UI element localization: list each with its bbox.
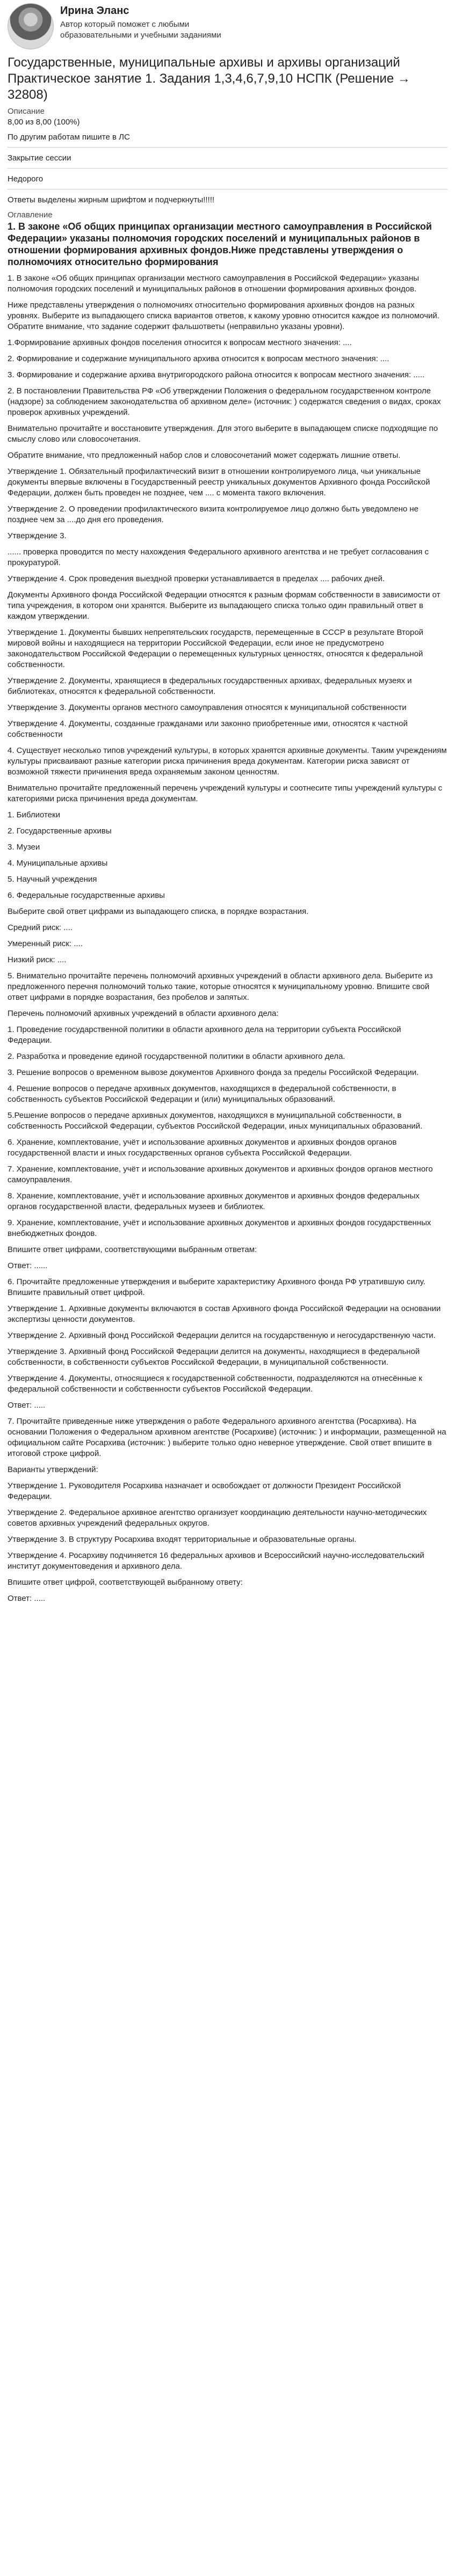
paragraph: 5. Научный учреждения xyxy=(8,875,97,884)
paragraph: 2. Формирование и содержание муниципального архива относится к вопросам местного значения: .... xyxy=(8,354,389,363)
session-closed-text: Закрытие сессии xyxy=(8,153,71,163)
paragraph: 3. Музеи xyxy=(8,843,40,852)
paragraph: 3. Решение вопросов о временном вывозе документов Архивного фонда за пределы Российской Федерации. xyxy=(8,1068,419,1077)
paragraph: 5.Решение вопросов о передаче архивных документов, находящихся в муниципальной собственности, в собственность Российской Федерации, субъектов Российской Федерации, иных муниципальных образований. xyxy=(8,1111,423,1131)
paragraph: Внимательно прочитайте и восстановите утверждения. Для этого выберите в выпадающем списке подходящие по смыслу слово или словосочетания. xyxy=(8,424,438,444)
paragraph: 4. Муниципальные архивы xyxy=(8,859,108,868)
paragraph: 1. Библиотеки xyxy=(8,810,60,819)
author-description: Автор который поможет с любыми образовательными и учебными заданиями xyxy=(60,20,221,40)
divider xyxy=(8,168,447,169)
paragraph: Утверждение 2. Федеральное архивное агентство организует координацию деятельности научно-методических советов архивных учреждений федеральных округов. xyxy=(8,1508,427,1528)
paragraph: Низкий риск: .... xyxy=(8,955,67,964)
answers-note: Ответы выделены жирным шрифтом и подчеркнуты!!!!! xyxy=(8,195,215,204)
paragraph: Утверждение 1. Документы бывших непрепятельских государств, перемещенные в СССР в результате Второй мировой войны и находящиеся на территории Российской Федерации, если иное не предусмотрено законодательством Российской Федерации о перемещенных культурных ценностях, относятся к федеральной собственности. xyxy=(8,628,424,669)
paragraph: 6. Хранение, комплектование, учёт и использование архивных документов и архивных фондов органов государственной власти и иных государственных органов субъекта Российской Федерации. xyxy=(8,1138,397,1158)
paragraph: Варианты утверждений: xyxy=(8,1465,98,1474)
paragraph: Утверждение 3. В структуру Росархива входят территориальные и образовательные органы. xyxy=(8,1535,357,1544)
paragraph: Утверждение 2. Документы, хранящиеся в федеральных государственных архивах, федеральных музеях и библиотеках, относятся к федеральной собственности. xyxy=(8,676,412,696)
paragraph: 7. Прочитайте приведенные ниже утверждения о работе Федерального архивного агентства (Росархива). На основании Положения о Федеральном архивном агентстве (Росархиве) (источник: ) и информации, размещенной на официальном сайте Росархива (источник: ) выберите только одно неверное утверждение. Свой ответ впишите в итоговой строке цифрой. xyxy=(8,1417,446,1458)
paragraph: Утверждение 4. Документы, созданные гражданами или законно приобретенные ими, относятся к частной собственности xyxy=(8,719,408,739)
page-title: Государственные, муниципальные архивы и архивы организаций Практическое занятие 1. Задания 1,3,4,6,7,9,10 НСПК (Решение → 32808) xyxy=(8,55,410,102)
description-label: Описание xyxy=(8,107,45,116)
paragraph: Ответ: ...... xyxy=(8,1261,48,1270)
paragraph: 5. Внимательно прочитайте перечень полномочий архивных учреждений в области архивного дела. Выберите из предложенного перечня полномочий только такие, которые относятся к муниципальному уровню. Впишите свой ответ цифрами в порядке возрастания, без пробелов и запятых. xyxy=(8,971,433,1002)
paragraph: 4. Решение вопросов о передаче архивных документов, находящихся в федеральной собственности, в собственность субъектов Российской Федерации и (или) муниципальных образований. xyxy=(8,1084,396,1104)
rating-text: Недорого xyxy=(8,174,44,184)
paragraph: Утверждение 1. Руководителя Росархива назначает и освобождает от должности Президент Российской Федерации. xyxy=(8,1481,401,1501)
paragraph: Утверждение 4. Срок проведения выездной проверки устанавливается в пределах .... рабочих дней. xyxy=(8,574,385,583)
paragraph: 2. Разработка и проведение единой государственной политики в области архивного дела. xyxy=(8,1052,345,1061)
paragraph: Впишите ответ цифрой, соответствующей выбранному ответу: xyxy=(8,1578,243,1587)
paragraph: Документы Архивного фонда Российской Федерации относятся к разным формам собственности в зависимости от типа учреждения, в котором они хранятся. Выберите из выпадающего списка только один правильный ответ в каждом утверждении. xyxy=(8,590,440,621)
paragraph: Утверждение 2. О проведении профилактического визита контролируемое лицо должно быть уведомлено не позднее чем за ....до дня его проведения. xyxy=(8,504,419,524)
paragraph: Средний риск: .... xyxy=(8,923,73,932)
paragraph: Утверждение 3. Архивный фонд Российской Федерации делится на документы, находящиеся в федеральной собственности, в собственности субъектов Российской Федерации, в муниципальной собственности. xyxy=(8,1347,420,1367)
author-name[interactable]: Ирина Эланс xyxy=(60,5,129,17)
toc-label: Оглавление xyxy=(8,210,53,219)
paragraph: 6. Прочитайте предложенные утверждения и выберите характеристику Архивного фонда РФ утратившую силу. Впишите правильный ответ цифрой. xyxy=(8,1277,425,1297)
author-info xyxy=(60,3,254,41)
divider xyxy=(8,147,447,148)
paragraph: 2. Государственные архивы xyxy=(8,826,112,836)
price-text: 8,00 из 8,00 (100%) xyxy=(8,118,80,127)
paragraph: 1. Проведение государственной политики в области архивного дела на территории субъекта Российской Федерации. xyxy=(8,1025,401,1045)
paragraph: 8. Хранение, комплектование, учёт и использование архивных документов и архивных фондов федеральных органов государственной власти, федеральных музеев и библиотек. xyxy=(8,1191,420,1211)
paragraph: Утверждение 1. Архивные документы включаются в состав Архивного фонда Российской Федерации на основании экспертизы ценности документов. xyxy=(8,1304,441,1324)
paragraph: 6. Федеральные государственные архивы xyxy=(8,891,165,900)
paragraph: 1. В законе «Об общих принципах организации местного самоуправления в Российской Федерации» указаны полномочия городских поселений и муниципальных районов в отношении формирования архивных фондов. xyxy=(8,274,420,294)
document-body xyxy=(8,273,447,1604)
paragraph: Утверждение 4. Документы, относящиеся к государственной собственности, подразделяются на отнесённые к федеральной собственности и собственности субъектов Российской Федерации. xyxy=(8,1374,422,1394)
paragraph: Утверждение 3. Документы органов местного самоуправления относятся к муниципальной собственности xyxy=(8,703,407,712)
paragraph: Выберите свой ответ цифрами из выпадающего списка, в порядке возрастания. xyxy=(8,907,309,916)
paragraph: Умеренный риск: .... xyxy=(8,939,83,948)
paragraph: ...... проверка проводится по месту нахождения Федерального архивного агентства и не требует согласования с прокуратурой. xyxy=(8,547,429,567)
toc-heading[interactable]: 1. В законе «Об общих принципах организации местного самоуправления в Российской Федерации» указаны полномочия городских поселений и муниципальных районов в отношении формирования архивных фондов.Ниже представлены утверждения о полномочиях относительно формирования xyxy=(8,221,432,267)
paragraph: 2. В постановлении Правительства РФ «Об утверждении Положения о федеральном государственном контроле (надзоре) за соблюдением законодательства об архивном деле» (источник: ) содержатся сведения о видах, сроках проверок архивных учреждений. xyxy=(8,386,441,417)
paragraph: 4. Существует несколько типов учреждений культуры, в которых хранятся архивные документы. Таким учреждениям культуры присваивают разные категории риска причинения вреда документам. Категории риска зависят от возможной тяжести причинения вреда охраняемым законом ценностям. xyxy=(8,746,447,777)
paragraph: Утверждение 1. Обязательный профилактический визит в отношении контролируемого лица, чьи уникальные документы впервые включены в Государственный реестр уникальных документов Архивного фонда Российской Федерации, должен быть проведен не позднее, чем .... с момента такого включения. xyxy=(8,467,430,497)
author-avatar[interactable] xyxy=(8,3,54,49)
author-block xyxy=(8,3,447,50)
paragraph: 1.Формирование архивных фондов поселения относится к вопросам местного значения: .... xyxy=(8,338,352,347)
paragraph: Утверждение 3. xyxy=(8,531,67,540)
paragraph: Обратите внимание, что предложенный набор слов и словосочетаний может содержать лишние ответы. xyxy=(8,451,401,460)
paragraph: 7. Хранение, комплектование, учёт и использование архивных документов и архивных фондов органов местного самоуправления. xyxy=(8,1165,433,1184)
paragraph: 9. Хранение, комплектование, учёт и использование архивных документов и архивных фондов государственных внебюджетных фондов. xyxy=(8,1218,431,1238)
paragraph: Ответ: ..... xyxy=(8,1401,46,1410)
paragraph: 3. Формирование и содержание архива внутригородского района относится к вопросам местного значения: ..... xyxy=(8,370,425,379)
paragraph: Впишите ответ цифрами, соответствующими выбранным ответам: xyxy=(8,1245,257,1254)
paragraph: Ответ: ..... xyxy=(8,1594,46,1603)
paragraph: Утверждение 4. Росархиву подчиняется 16 федеральных архивов и Всероссийский научно-исследовательский институт документоведения и архивного дела. xyxy=(8,1551,424,1571)
paragraph: Ниже представлены утверждения о полномочиях относительно формирования архивных фондов на разных уровнях. Выберите из выпадающего списка вариантов ответов, к какому уровню относится каждое из полномочий. Обратите внимание, что задание содержит фальшответы (неправильно указаны уровни). xyxy=(8,301,439,331)
paragraph: Внимательно прочитайте предложенный перечень учреждений культуры и соотнесите типы учреждений культуры с категориями риска причинения вреда документам. xyxy=(8,784,443,803)
paragraph: Утверждение 2. Архивный фонд Российской Федерации делится на государственную и негосударственную части. xyxy=(8,1331,436,1340)
paragraph: Перечень полномочий архивных учреждений в области архивного дела: xyxy=(8,1009,279,1018)
contact-text: По другим работам пишите в ЛС xyxy=(8,133,130,142)
